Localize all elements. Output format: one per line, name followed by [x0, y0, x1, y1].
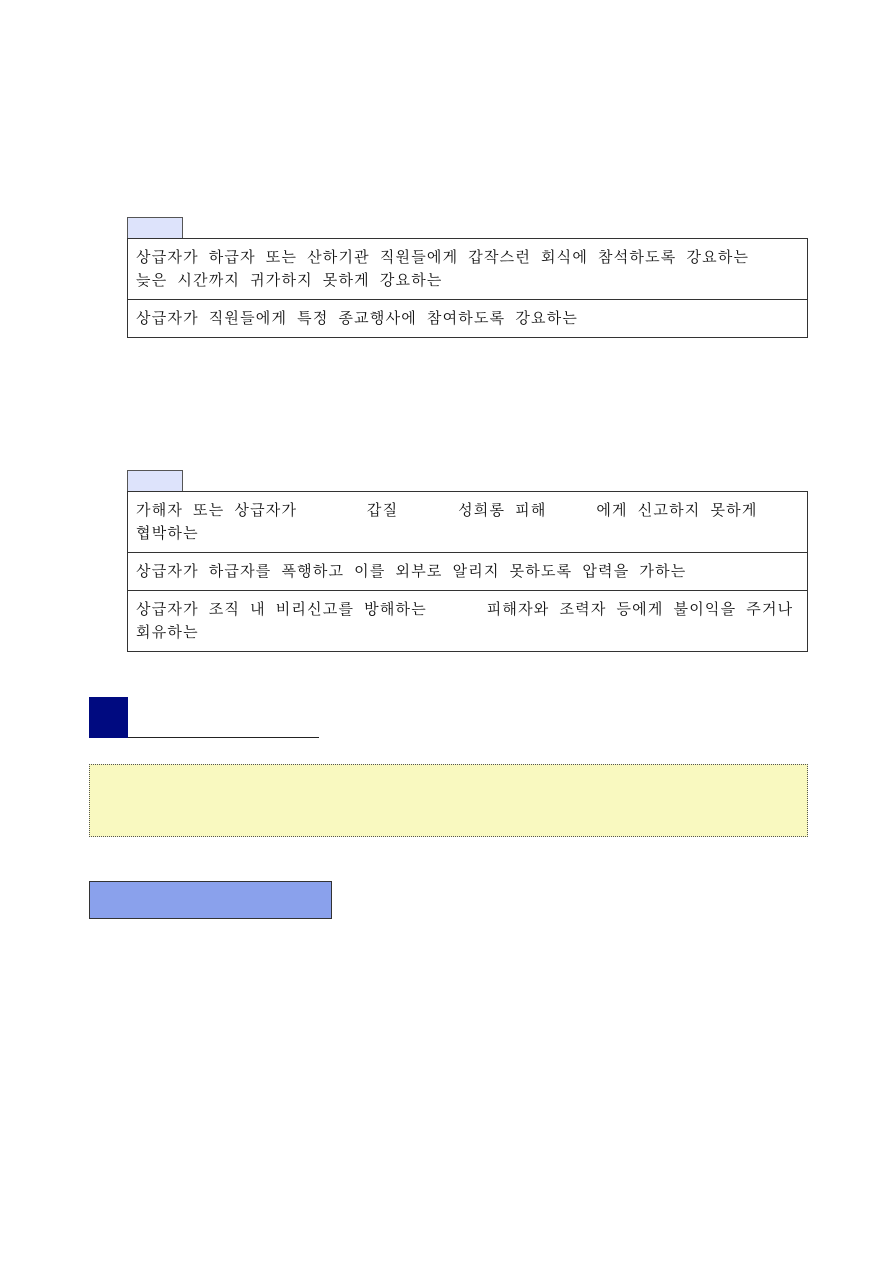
example-text-line: 상급자가 직원들에게 특정 종교행사에 참여하도록 강요하는	[136, 309, 579, 327]
example-table-2	[127, 491, 808, 652]
section-number-marker	[89, 697, 128, 738]
example-text-line: 늦은 시간까지 귀가하지 못하게 강요하는	[136, 271, 443, 289]
example-text-line: 가해자 또는 상급자가 갑질 성희롱 피해 에게 신고하지 못하게	[136, 501, 758, 519]
example-row	[128, 590, 807, 651]
example-row	[128, 492, 807, 552]
section-title-underline	[128, 737, 319, 738]
example-tab-label-2	[127, 470, 183, 491]
example-text-line: 회유하는	[136, 623, 199, 641]
example-text-line: 상급자가 하급자 또는 산하기관 직원들에게 갑작스런 회식에 참석하도록 강요하는	[136, 248, 750, 266]
subheading-bar	[89, 881, 332, 919]
example-row	[128, 239, 807, 299]
example-text-line: 협박하는	[136, 524, 199, 542]
example-table-1	[127, 238, 808, 338]
example-text-line: 상급자가 하급자를 폭행하고 이를 외부로 알리지 못하도록 압력을 가하는	[136, 562, 687, 580]
highlight-note-box	[89, 764, 808, 837]
example-row	[128, 552, 807, 590]
example-tab-label-1	[127, 217, 183, 238]
example-row	[128, 299, 807, 337]
example-text-line: 상급자가 조직 내 비리신고를 방해하는 피해자와 조력자 등에게 불이익을 주거나	[136, 600, 794, 618]
